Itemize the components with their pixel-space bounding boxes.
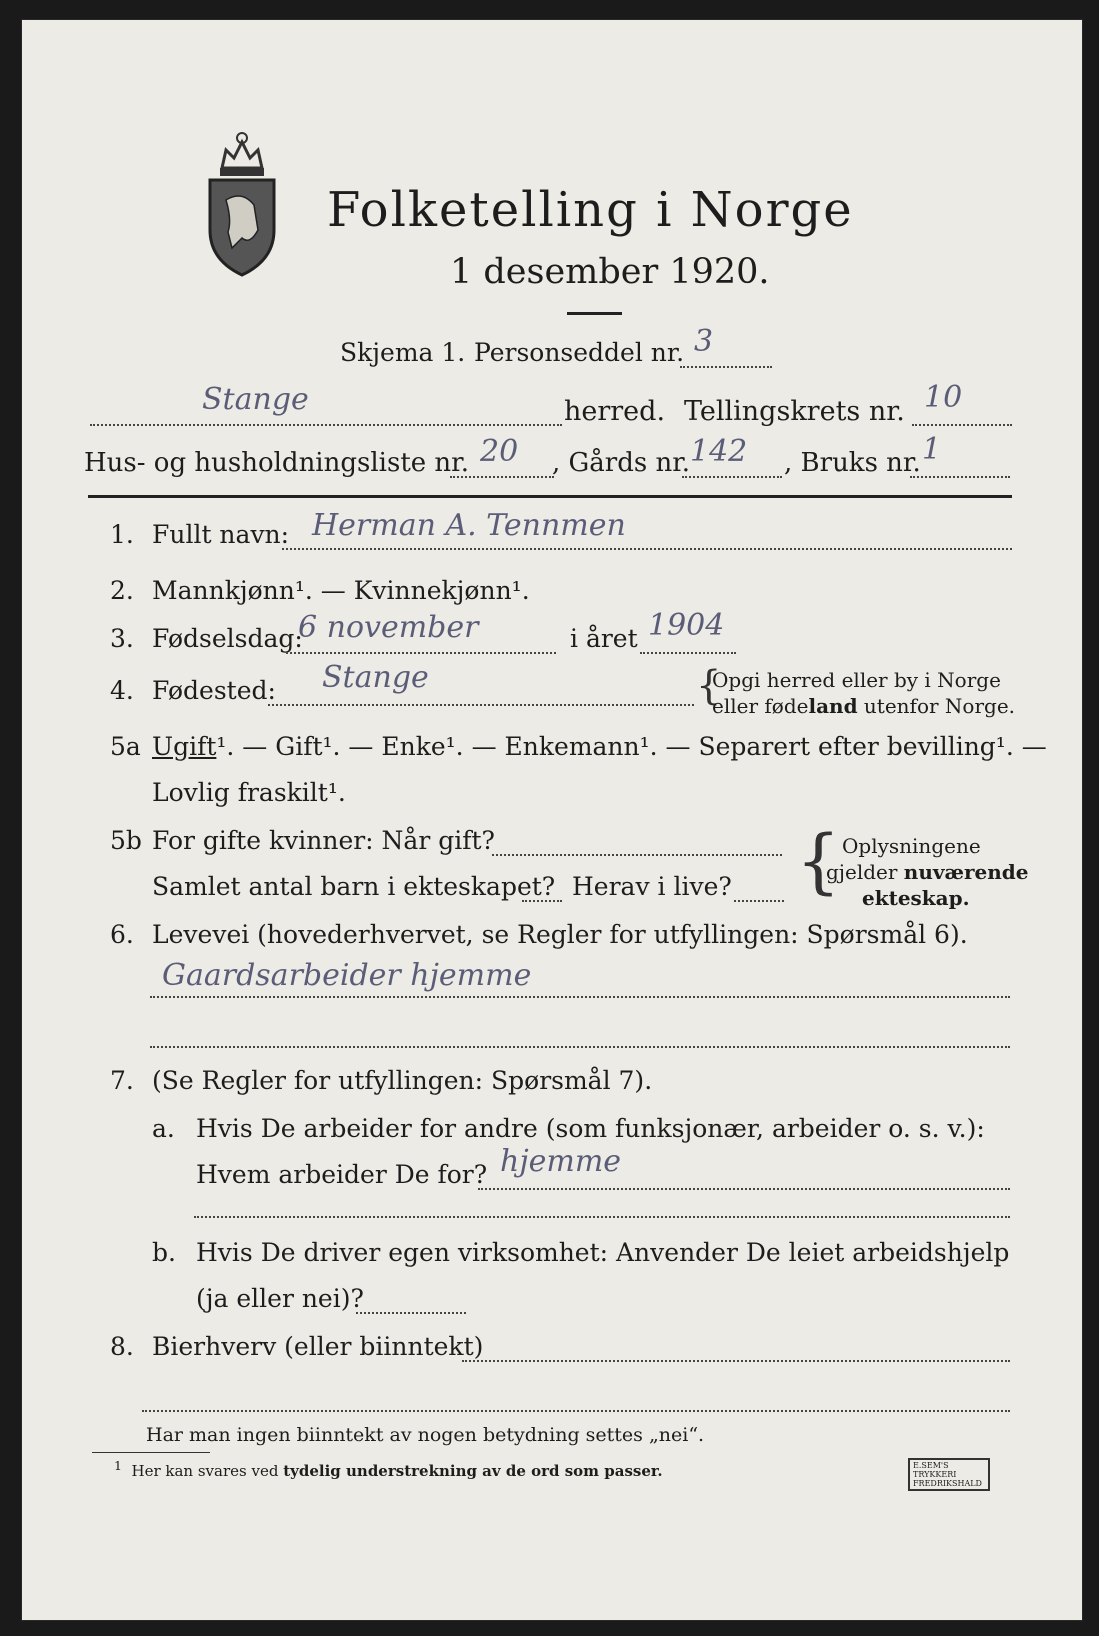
q5b-note1: Oplysningene <box>842 834 981 858</box>
header-rule <box>88 495 1012 498</box>
full-name-value: Herman A. Tennmen <box>312 508 626 543</box>
birthplace-field[interactable] <box>268 704 694 706</box>
gards-label: , Gårds nr. <box>552 448 691 478</box>
birthplace-note-line2: eller fødeland utenfor Norge. <box>712 694 1016 718</box>
side-income-field-2[interactable] <box>142 1410 1010 1412</box>
q7b-line1: Hvis De driver egen virksomhet: Anvender De leiet arbeidshjelp <box>196 1238 1010 1267</box>
coat-of-arms-icon <box>202 120 282 280</box>
tellingskrets-field[interactable] <box>912 424 1012 426</box>
tellingskrets-value: 10 <box>924 380 963 415</box>
hired-help-field[interactable] <box>356 1312 466 1314</box>
married-when-field[interactable] <box>492 854 782 856</box>
employer-field[interactable] <box>478 1188 1010 1190</box>
footnote-mark: 1 <box>114 1458 122 1473</box>
hus-label: Hus- og husholdningsliste nr. <box>84 448 470 478</box>
side-income-field[interactable] <box>462 1360 1010 1362</box>
employer-field-2[interactable] <box>194 1216 1010 1218</box>
full-name-field[interactable] <box>282 548 1012 550</box>
occupation-value: Gaardsarbeider hjemme <box>162 958 532 993</box>
hus-field[interactable] <box>450 476 554 478</box>
marital-status-options: Ugift¹. — Gift¹. — Enke¹. — Enkemann¹. — Separert efter bevilling¹. — <box>152 732 1047 761</box>
birthplace-value: Stange <box>322 660 429 695</box>
q7-label: (Se Regler for utfyllingen: Spørsmål 7). <box>152 1066 653 1095</box>
q7-number: 7. <box>110 1066 134 1095</box>
children-count-field[interactable] <box>522 900 562 902</box>
footnote: $^1$ Her kan svares ved tydelig understrekning av de ord som passer. <box>114 1458 663 1480</box>
birthplace-note-brace: { <box>696 663 722 709</box>
title-divider <box>567 312 622 315</box>
q7a-letter: a. <box>152 1114 175 1143</box>
form-title: Folketelling i Norge <box>327 182 854 238</box>
q4-number: 4. <box>110 676 134 705</box>
bruks-label: , Bruks nr. <box>784 448 921 478</box>
q6-label: Levevei (hovederhvervet, se Regler for utfyllingen: Spørsmål 6). <box>152 920 968 949</box>
children-alive-label: Herav i live? <box>572 872 732 901</box>
personseddel-value: 3 <box>694 324 714 359</box>
census-form <box>22 20 1082 1620</box>
birthplace-note-line1: Opgi herred eller by i Norge <box>712 668 1001 692</box>
q3-number: 3. <box>110 624 134 653</box>
q2-number: 2. <box>110 576 134 605</box>
personseddel-label: Personseddel nr. <box>474 338 685 367</box>
q5b-line1: For gifte kvinner: Når gift? <box>152 826 495 855</box>
q5a-number: 5a <box>110 732 141 761</box>
q1-number: 1. <box>110 520 134 549</box>
gender-options: Mannkjønn¹. — Kvinnekjønn¹. <box>152 576 530 605</box>
ugift-underlined: Ugift <box>152 732 217 761</box>
q8-label: Bierhverv (eller biinntekt) <box>152 1332 484 1361</box>
printer-stamp: E.SEM'S TRYKKERI FREDRIKSHALD <box>908 1458 990 1491</box>
q5b-note2: gjelder nuværende <box>826 860 1029 884</box>
birthday-field[interactable] <box>286 652 556 654</box>
tellingskrets-label: Tellingskrets nr. <box>684 396 905 427</box>
personseddel-field[interactable] <box>680 366 772 368</box>
birthday-value: 6 november <box>298 610 479 645</box>
q5b-line2: Samlet antal barn i ekteskapet? <box>152 872 556 901</box>
q4-label: Fødested: <box>152 676 276 705</box>
q5b-note-brace: { <box>796 820 841 902</box>
year-label: i året <box>570 624 638 653</box>
hus-value: 20 <box>480 434 519 469</box>
q5b-note3: ekteskap. <box>862 886 970 910</box>
q3-label: Fødselsdag: <box>152 624 303 653</box>
schema-label: Skjema 1. <box>340 338 466 367</box>
q7b-line2: (ja eller nei)? <box>196 1284 364 1313</box>
q7a-line2: Hvem arbeider De for? <box>196 1160 488 1189</box>
q5b-number: 5b <box>110 826 142 855</box>
herred-field[interactable] <box>90 424 562 426</box>
gards-value: 142 <box>690 434 748 469</box>
occupation-field-1[interactable] <box>150 996 1010 998</box>
bruks-field[interactable] <box>910 476 1010 478</box>
q8-number: 8. <box>110 1332 134 1361</box>
birth-year-field[interactable] <box>640 652 736 654</box>
birth-year-value: 1904 <box>648 608 725 643</box>
q7a-line1: Hvis De arbeider for andre (som funksjonær, arbeider o. s. v.): <box>196 1114 985 1143</box>
bruks-value: 1 <box>922 432 942 467</box>
q7b-letter: b. <box>152 1238 176 1267</box>
occupation-field-2[interactable] <box>150 1046 1010 1048</box>
herred-label: herred. <box>564 396 666 427</box>
census-date: 1 desember 1920. <box>450 252 770 292</box>
gards-field[interactable] <box>682 476 782 478</box>
herred-value: Stange <box>202 382 309 417</box>
q8-note: Har man ingen biinntekt av nogen betydning settes „nei“. <box>146 1424 705 1446</box>
q6-number: 6. <box>110 920 134 949</box>
marital-status-line2: Lovlig fraskilt¹. <box>152 778 346 807</box>
q1-label: Fullt navn: <box>152 520 290 549</box>
children-alive-field[interactable] <box>734 900 784 902</box>
footnote-divider <box>92 1452 210 1453</box>
employer-value: hjemme <box>500 1144 622 1179</box>
